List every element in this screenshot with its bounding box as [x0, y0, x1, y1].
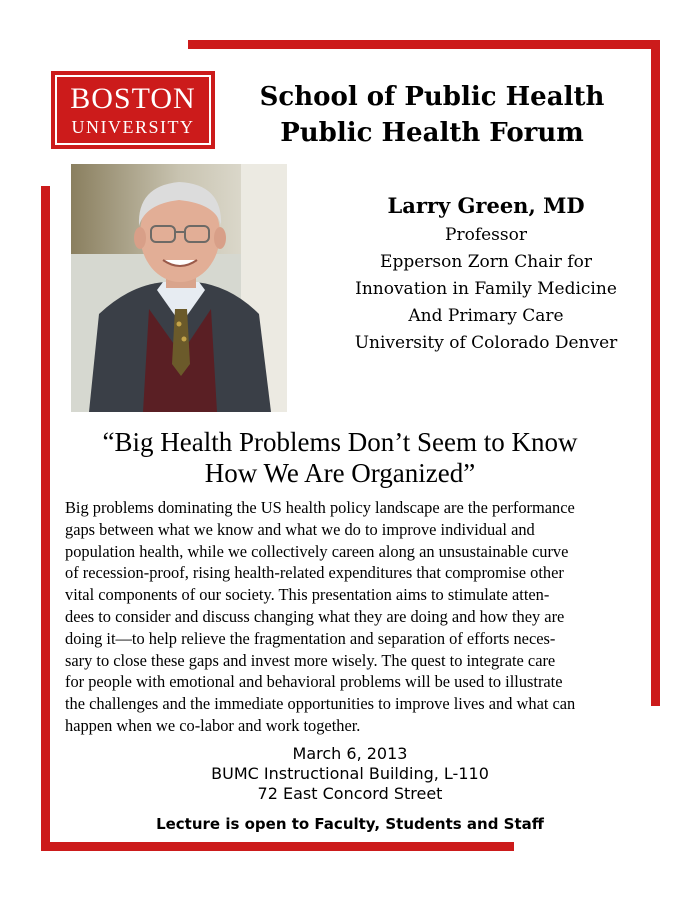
frame-bar-top	[188, 40, 660, 49]
logo-line-2: UNIVERSITY	[71, 117, 195, 137]
speaker-affiliation: University of Colorado Denver	[354, 333, 618, 353]
header-line-2: Public Health Forum	[280, 118, 584, 148]
frame-bar-left	[41, 186, 50, 851]
speaker-chair-line-1: Epperson Zorn Chair for	[380, 252, 592, 272]
talk-title	[60, 427, 620, 489]
logo-line-1: BOSTON	[70, 82, 196, 115]
abstract-line: dees to consider and discuss changing what they are doing and how they are	[65, 606, 565, 626]
speaker-title: Professor	[445, 225, 527, 245]
frame-bar-bottom	[41, 842, 514, 851]
abstract-line: Big problems dominating the US health policy landscape are the performance	[65, 498, 575, 517]
abstract-line: doing it—to help relieve the fragmentation and separation of efforts neces-	[65, 628, 556, 648]
abstract-line: happen when we co-labor and work together.	[65, 715, 361, 735]
talk-title-line-1: “Big Health Problems Don’t Seem to Know	[102, 427, 578, 457]
abstract-line: the challenges and the immediate opportunities to improve lives and what can	[65, 694, 576, 714]
event-address: 72 East Concord Street	[257, 784, 443, 803]
page-title	[232, 79, 632, 151]
header-line-1: School of Public Health	[259, 82, 605, 112]
speaker-chair-line-3: And Primary Care	[408, 306, 564, 326]
speaker-name: Larry Green, MD	[387, 193, 585, 218]
speaker-portrait-icon	[71, 164, 287, 412]
abstract-line: gaps between what we know and what we do to improve individual and	[65, 519, 535, 539]
event-venue: BUMC Instructional Building, L-110	[211, 764, 489, 783]
event-date: March 6, 2013	[292, 744, 408, 763]
abstract-line: population health, while we collectively careen along an unsustainable curve	[65, 541, 569, 561]
abstract-line: of recession-proof, rising health-related expenditures that compromise other	[65, 563, 564, 583]
event-details	[150, 744, 550, 804]
speaker-info	[326, 190, 646, 357]
frame-bar-right	[651, 40, 660, 706]
abstract-line: vital components of our society. This presentation aims to stimulate atten-	[65, 585, 550, 605]
open-to-note: Lecture is open to Faculty, Students and Staff	[156, 815, 544, 833]
speaker-chair-line-2: Innovation in Family Medicine	[355, 279, 617, 299]
abstract-line: for people with emotional and behavioral problems will be used to illustrate	[65, 672, 563, 692]
talk-title-line-2: How We Are Organized”	[204, 458, 476, 488]
talk-abstract	[65, 497, 640, 737]
boston-university-logo	[51, 71, 215, 149]
abstract-line: sary to close these gaps and invest more wisely. The quest to integrate care	[65, 650, 556, 670]
